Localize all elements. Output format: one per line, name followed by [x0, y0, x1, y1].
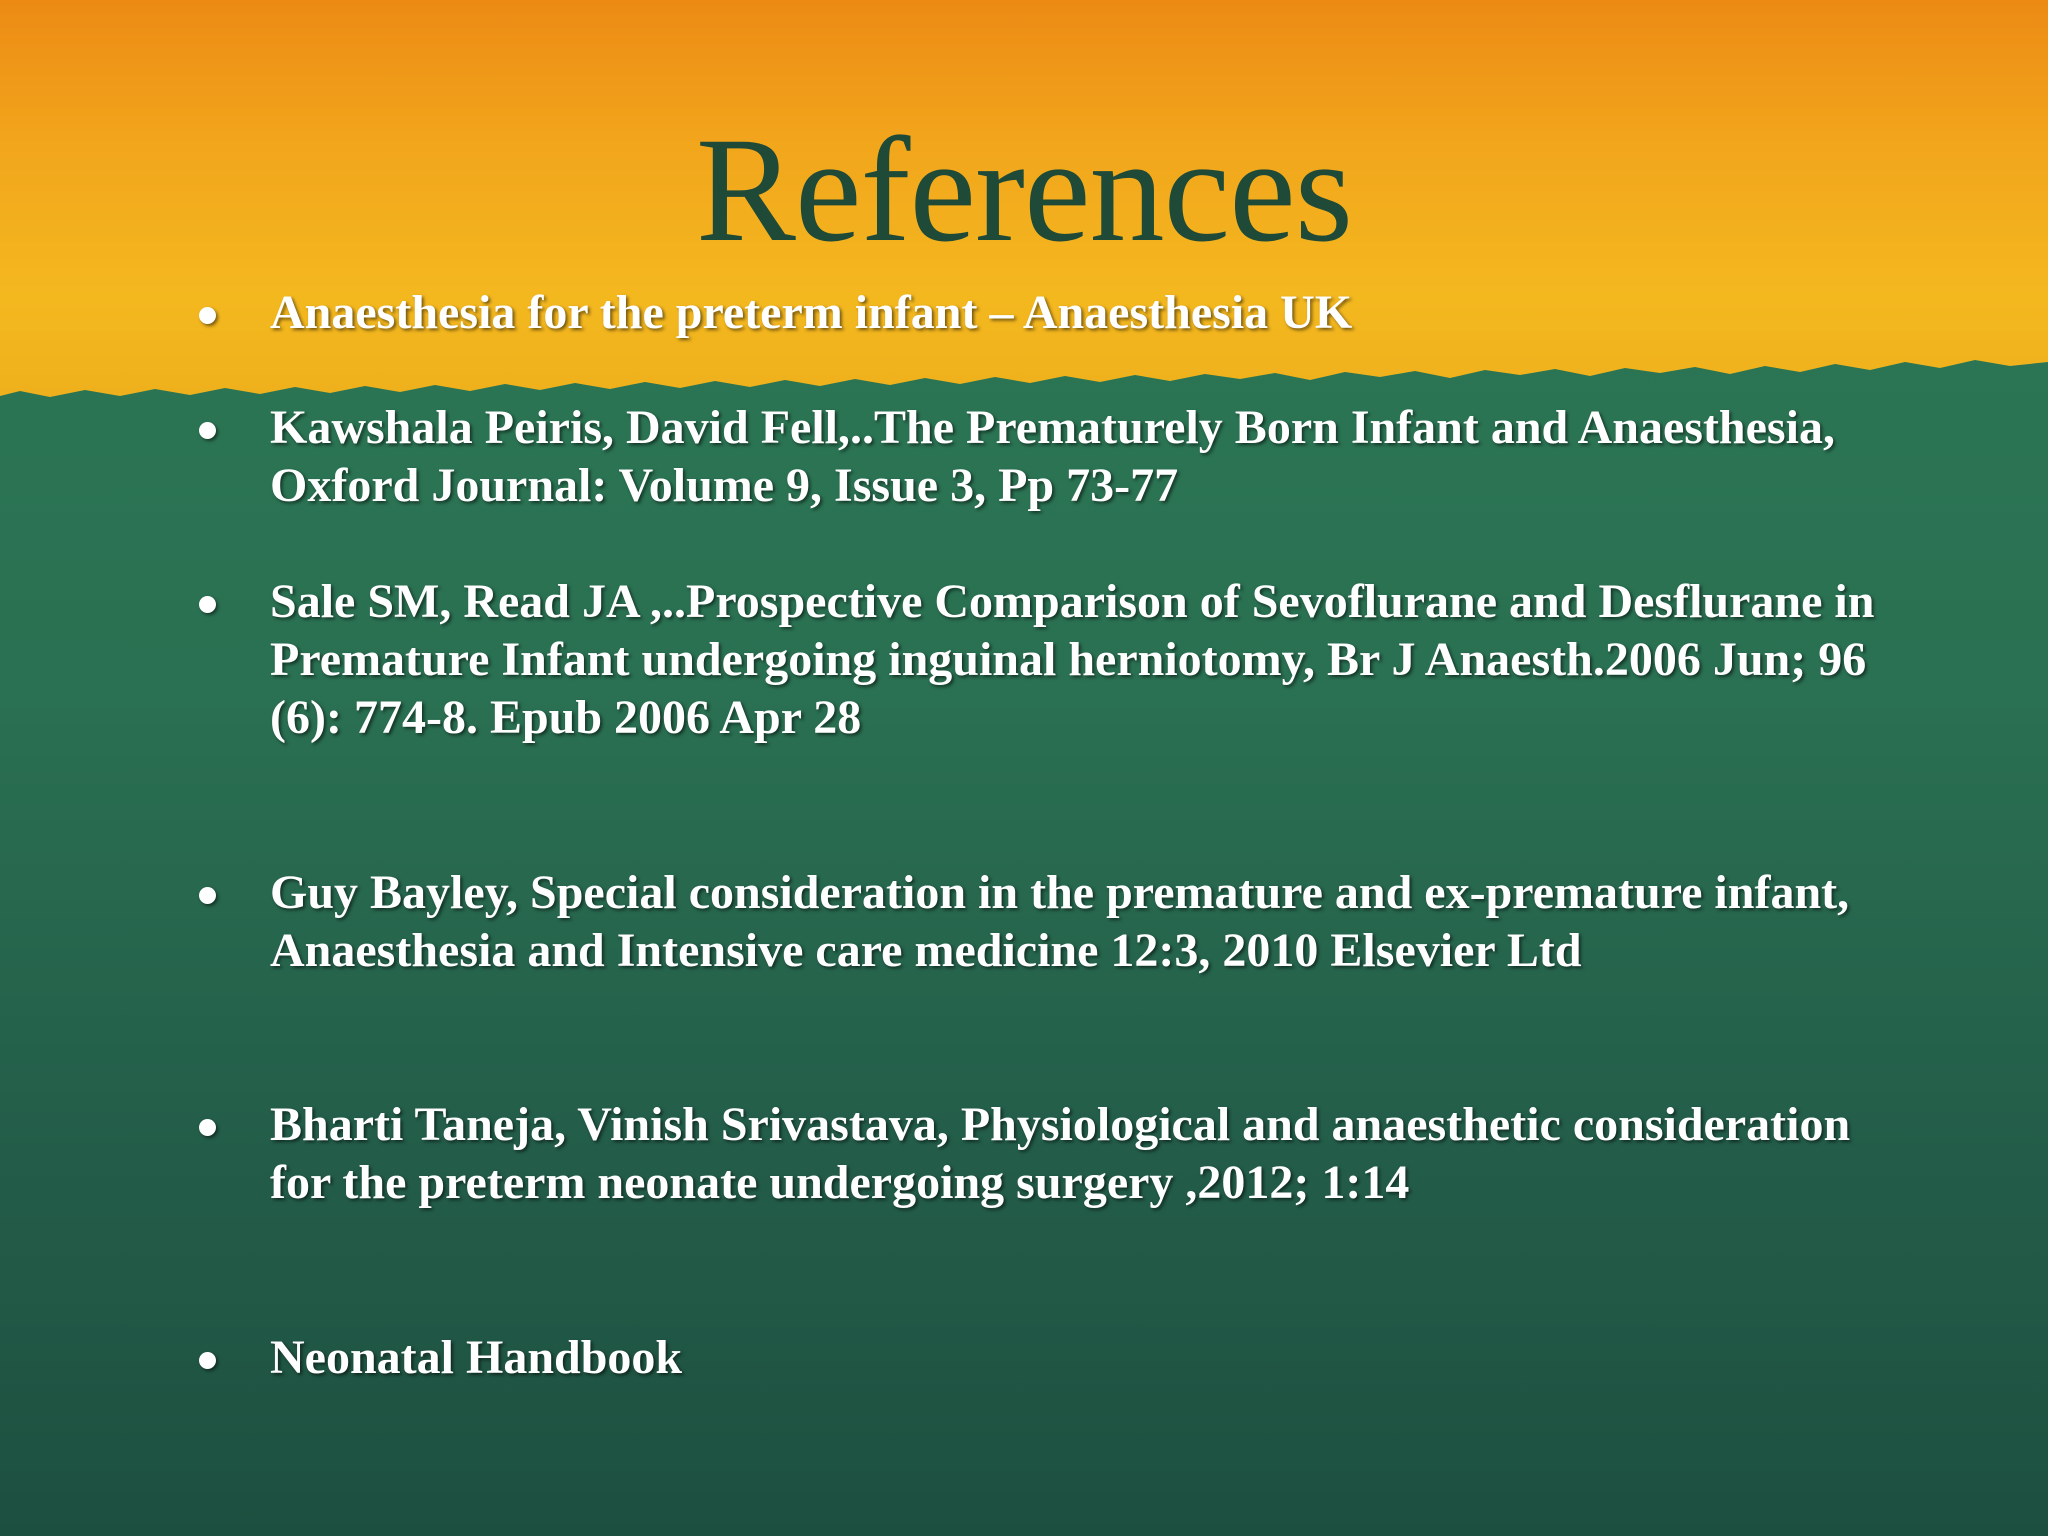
slide-title: References — [695, 107, 1353, 273]
bullet-icon — [199, 887, 216, 904]
reference-text: Anaesthesia for the preterm infant – Anaesthesia UK — [270, 286, 1353, 339]
reference-item — [270, 284, 1890, 342]
reference-text: Sale SM, Read JA ,..Prospective Comparison of Sevoflurane and Desflurane in Premature Infant undergoing inguinal herniotomy, Br J Anaesth.2006 Jun; 96 (6): 774-8. Epub 2006 Apr 28 — [270, 575, 1875, 744]
reference-item — [270, 1096, 1890, 1212]
reference-item — [270, 399, 1890, 515]
bullet-icon — [199, 307, 216, 324]
reference-text: Guy Bayley, Special consideration in the premature and ex-premature infant, Anaesthesia and Intensive care medicine 12:3, 2010 Elsevier Ltd — [270, 866, 1850, 977]
reference-item — [270, 864, 1890, 980]
reference-item — [270, 573, 1890, 747]
reference-text: Bharti Taneja, Vinish Srivastava, Physiological and anaesthetic consideration for the preterm neonate undergoing surgery ,2012; 1:14 — [270, 1098, 1851, 1209]
bullet-icon — [199, 1352, 216, 1369]
reference-text: Neonatal Handbook — [270, 1331, 683, 1384]
bullet-icon — [199, 596, 216, 613]
bullet-icon — [199, 422, 216, 439]
reference-text: Kawshala Peiris, David Fell,..The Prematurely Born Infant and Anaesthesia, Oxford Journal: Volume 9, Issue 3, Pp 73-77 — [270, 401, 1835, 512]
reference-item — [270, 1329, 1890, 1387]
bullet-icon — [199, 1119, 216, 1136]
